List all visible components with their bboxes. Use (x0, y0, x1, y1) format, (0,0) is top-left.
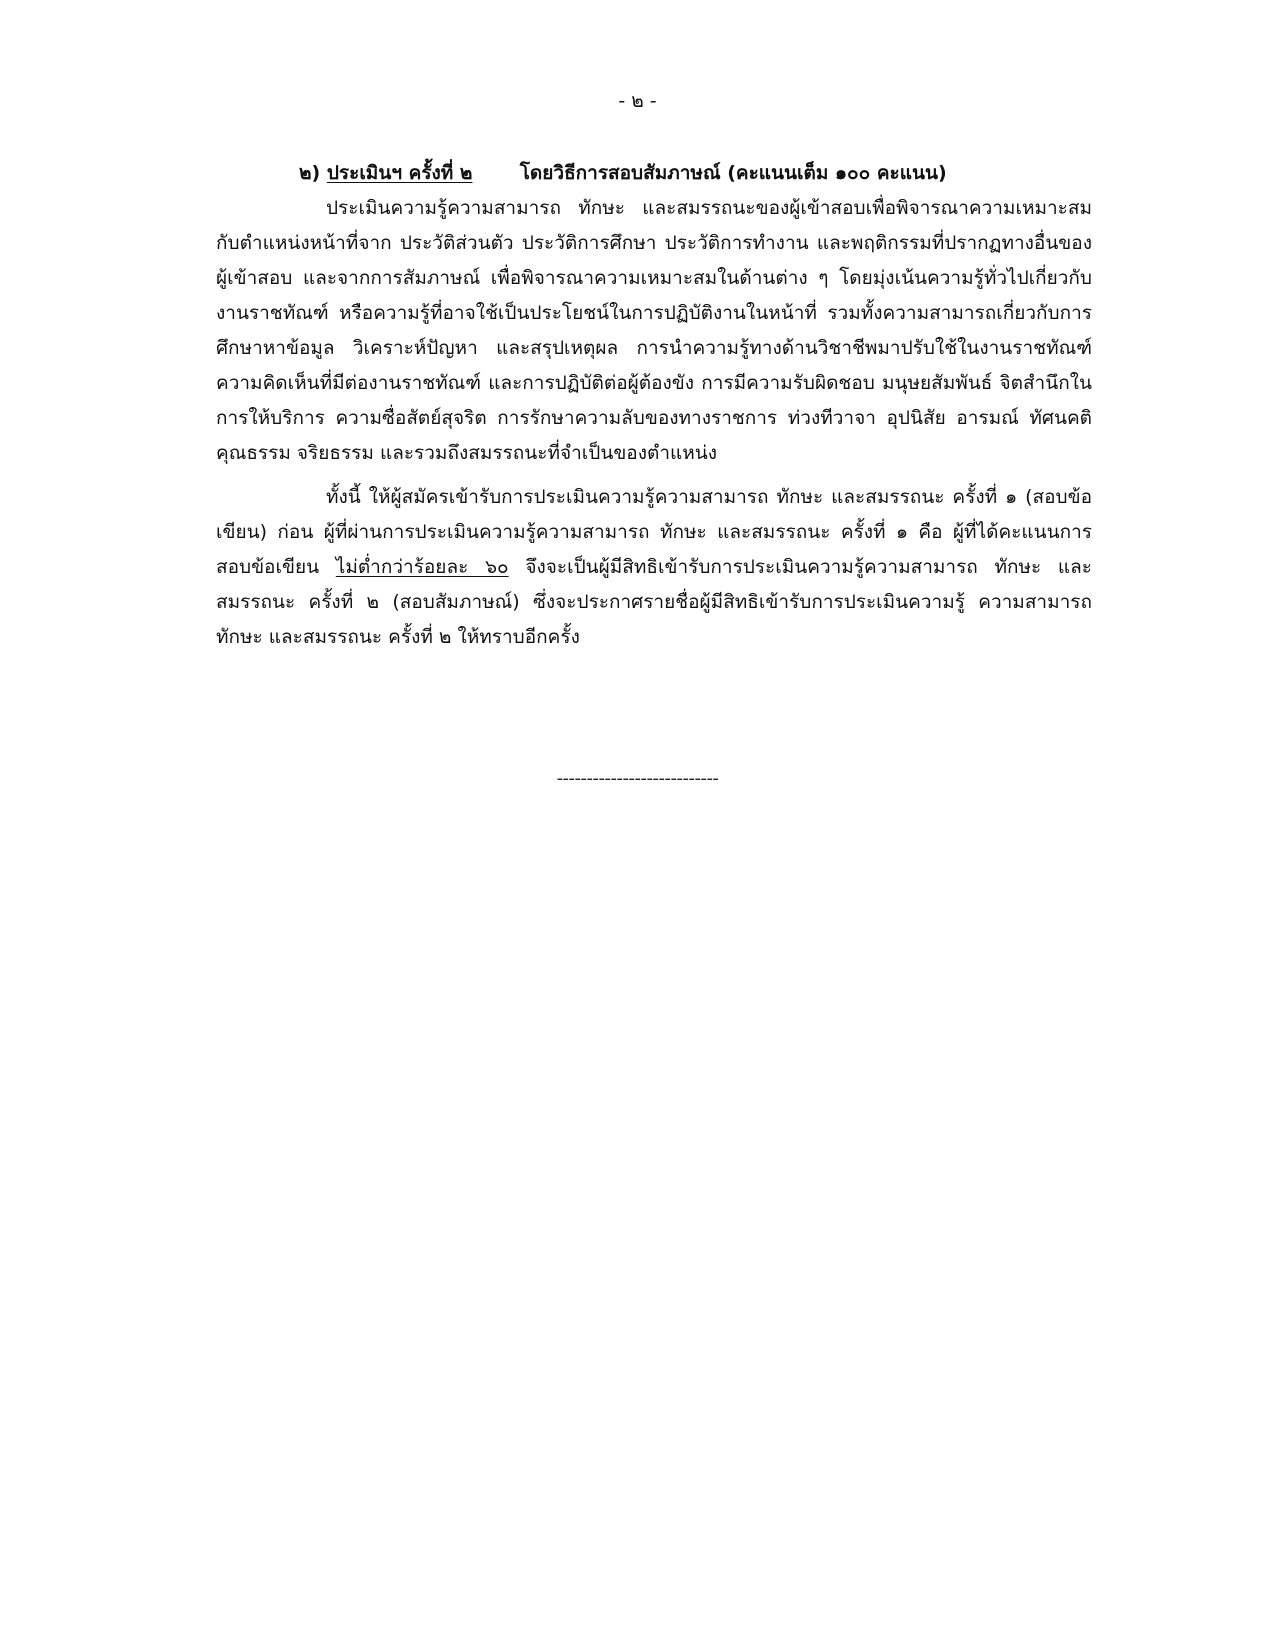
eligibility-text-part2: จึงจะเป็นผู้มีสิทธิเข้ารับการประเมินความรู้ความสามารถ ทักษะ และสมรรถนะ ครั้งที่ ๒ (สอบสัมภาษณ์) ซึ่งจะประกาศรายชื่อผู้มีสิทธิเข้ารับการประเมินความรู้ ความสามารถ ทักษะ และสมรรถนะ ครั้งที่ ๒ ให้ทราบอีกครั้ง (216, 556, 1092, 648)
passing-threshold: ไม่ต่ำกว่าร้อยละ ๖๐ (335, 556, 509, 578)
end-of-document-rule: --------------------------- (556, 768, 719, 789)
page-number: - ๒ - (618, 90, 657, 112)
document-body (216, 156, 1092, 655)
section-number: ๒) (299, 162, 321, 184)
section-heading (299, 156, 1092, 191)
eligibility-paragraph (216, 480, 1092, 655)
section-title: ประเมินฯ ครั้งที่ ๒ (326, 162, 473, 184)
eligibility-text-part1: ทั้งนี้ ให้ผู้สมัครเข้ารับการประเมินความรู้ความสามารถ ทักษะ และสมรรถนะ ครั้งที่ ๑ (สอบข้อเขียน) ก่อน ผู้ที่ผ่านการประเมินความรู้ความสามารถ ทักษะ และสมรรถนะ ครั้งที่ ๑ คือ ผู้ที่ได้คะแนนการสอบข้อเขียน (216, 486, 1092, 578)
assessment-description-paragraph: ประเมินความรู้ความสามารถ ทักษะ และสมรรถนะของผู้เข้าสอบเพื่อพิจารณาความเหมาะสมกับตำแหน่งหน้าที่จาก ประวัติส่วนตัว ประวัติการศึกษา ประวัติการทำงาน และพฤติกรรมที่ปรากฏทางอื่นของผู้เข้าสอบ และจากการสัมภาษณ์ เพื่อพิจารณาความเหมาะสมในด้านต่าง ๆ โดยมุ่งเน้นความรู้ทั่วไปเกี่ยวกับงานราชทัณฑ์ หรือความรู้ที่อาจใช้เป็นประโยชน์ในการปฏิบัติงานในหน้าที่ รวมทั้งความสามารถเกี่ยวกับการศึกษาหาข้อมูล วิเคราะห์ปัญหา และสรุปเหตุผล การนำความรู้ทางด้านวิชาชีพมาปรับใช้ในงานราชทัณฑ์ ความคิดเห็นที่มีต่องานราชทัณฑ์ และการปฏิบัติต่อผู้ต้องขัง การมีความรับผิดชอบ มนุษยสัมพันธ์ จิตสำนึกในการให้บริการ ความซื่อสัตย์สุจริต การรักษาความลับของทางราชการ ท่วงทีวาจา อุปนิสัย อารมณ์ ทัศนคติ คุณธรรม จริยธรรม และรวมถึงสมรรถนะที่จำเป็นของตำแหน่ง (216, 197, 1092, 464)
section-method: โดยวิธีการสอบสัมภาษณ์ (คะแนนเต็ม ๑๐๐ คะแนน) (519, 162, 947, 184)
